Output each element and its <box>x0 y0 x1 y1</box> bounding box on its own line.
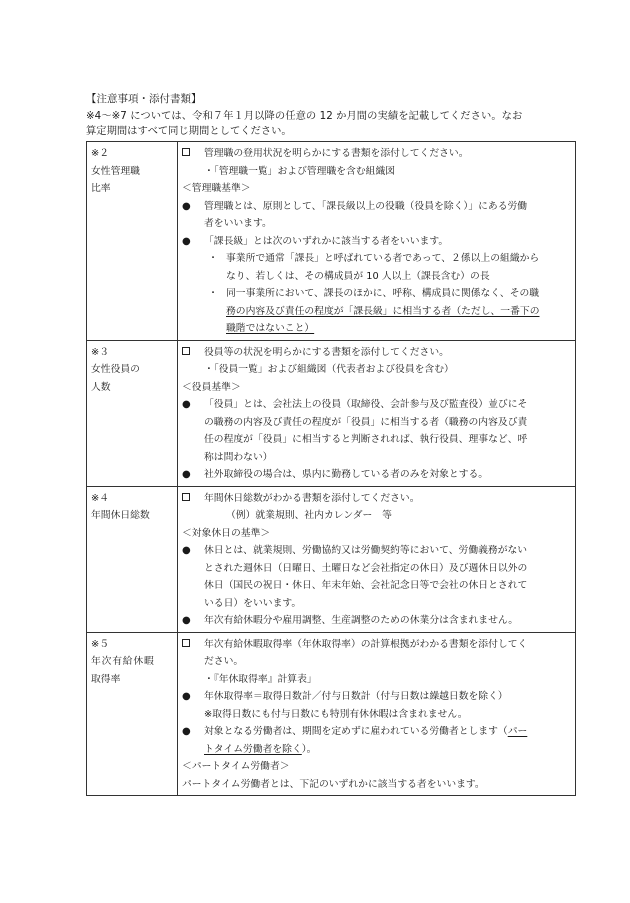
text-line: 任の程度が「役員」に相当すると判断されれば、執行役員、理事など、呼 <box>204 434 528 445</box>
bullet-item <box>182 688 571 723</box>
intro-line: 算定期間はすべて同じ期間としてください。 <box>86 125 292 137</box>
text-line: の職務の内容及び責任の程度が「役員」に相当する者（職務の内容及び責 <box>204 416 528 428</box>
text-line: 称は問わない） <box>204 451 273 463</box>
criteria-title: ＜パートタイム労働者＞ <box>182 761 290 772</box>
intro-paragraph <box>86 109 572 139</box>
notes-table <box>86 141 576 796</box>
table-row-paid-leave-rate <box>87 632 576 796</box>
row-label-number: ※４ <box>91 492 110 504</box>
bullet-item <box>182 198 571 233</box>
row-label-text: 取得率 <box>91 673 121 685</box>
text-fragment: 対象となる労働者は、期間を定めずに雇われている労働者とします（ <box>204 726 508 737</box>
criteria-title: ＜管理職基準＞ <box>182 183 251 194</box>
bullet-text <box>204 688 571 723</box>
note-text: ※取得日数にも付与日数にも特別有休休暇は含まれません。 <box>204 708 468 720</box>
bullet-text <box>204 198 571 233</box>
row-label-number: ※３ <box>91 346 110 358</box>
part-time-description: パートタイム労働者とは、下記のいずれかに該当する者をいいます。 <box>182 778 485 790</box>
row-label-text: 年次有給休暇 <box>91 656 155 667</box>
bullet-icon: ● <box>182 469 191 480</box>
row-label <box>87 142 178 341</box>
checkbox-square-icon <box>182 148 190 156</box>
table-row-women-managers <box>87 142 576 341</box>
bullet-icon: ● <box>182 726 191 737</box>
text-line: 年次有給休暇取得率（年休取得率）の計算根拠がわかる書類を添付してく <box>204 638 528 650</box>
row-content <box>178 340 576 486</box>
bullet-text <box>204 396 571 466</box>
bullet-item <box>182 233 571 251</box>
text-line: 「役員」とは、会社法上の役員（取締役、会計参与及び監査役）並びにそ <box>204 399 528 410</box>
text-line: 事業所で通常「課長」と呼ばれている者であって、２係以上の組織から <box>226 253 540 264</box>
text-line: 者をいいます。 <box>204 218 272 229</box>
section-heading: 【注意事項・添付書類】 <box>86 93 202 105</box>
bullet-icon: ● <box>182 399 191 410</box>
row-label-number: ※５ <box>91 638 110 650</box>
row-label-text: 年間休日総数 <box>91 510 150 521</box>
underlined-fragment: トタイム労働者を除く <box>204 743 302 755</box>
criteria-title: ＜対象休日の基準＞ <box>182 527 271 539</box>
document-item: （例）就業規則、社内カレンダー 等 <box>226 510 392 521</box>
document-item: ・「管理職一覧」および管理職を含む組織図 <box>204 165 396 177</box>
text-line-underlined: 務の内容及び責任の程度が「課長級」に相当する者（ただし、一番下の <box>226 305 540 317</box>
bullet-text: 年次有給休暇分や雇用調整、生産調整のための休業分は含まれません。 <box>204 615 519 626</box>
document-item: ・『年休取得率』計算表」 <box>204 673 317 685</box>
row-label <box>87 632 178 796</box>
sub-bullet-icon: ・ <box>208 288 218 299</box>
row-content <box>178 486 576 632</box>
text-fragment: ）。 <box>301 743 317 755</box>
bullet-icon: ● <box>182 545 191 556</box>
document-requirement <box>182 636 571 671</box>
sub-item <box>182 250 571 285</box>
row-label <box>87 486 178 632</box>
document-page <box>86 92 572 796</box>
criteria-title: ＜役員基準＞ <box>182 381 241 393</box>
row-label-text: 女性管理職 <box>91 165 140 177</box>
checkbox-square-icon <box>182 639 190 647</box>
row-label-number: ※２ <box>91 148 110 159</box>
bullet-icon: ● <box>182 615 191 626</box>
document-requirement <box>182 145 571 163</box>
text-line-underlined: 職階ではないこと） <box>226 323 315 334</box>
checkbox-square-icon <box>182 347 190 355</box>
row-content <box>178 142 576 341</box>
formula-text: 年休取得率＝取得日数計／付与日数計（付与日数は繰越日数を除く） <box>204 691 508 702</box>
text-line: 休日（国民の祝日・休日、年末年始、会社記念日等で会社の休日とされて <box>204 580 528 591</box>
checkbox-square-icon <box>182 493 190 501</box>
sub-item <box>182 285 571 338</box>
row-label <box>87 340 178 486</box>
requirement-text: 年間休日総数がわかる書類を添付してください。 <box>204 492 420 504</box>
bullet-item <box>182 542 571 612</box>
row-label-text: 比率 <box>91 183 111 194</box>
row-content <box>178 632 576 796</box>
document-requirement <box>182 344 571 362</box>
table-row-women-officers <box>87 340 576 486</box>
bullet-icon: ● <box>182 691 191 702</box>
row-label-text: 人数 <box>91 381 111 393</box>
text-line: いる日）をいいます。 <box>204 597 302 609</box>
row-label-text: 女性役員の <box>91 364 140 375</box>
text-line: とされた週休日（日曜日、土曜日など会社指定の休日）及び週休日以外の <box>204 562 528 574</box>
sub-item-text <box>226 285 571 338</box>
text-line: 同一事業所において、課長のほかに、呼称、構成員に関係なく、その職 <box>226 288 540 299</box>
bullet-icon: ● <box>182 235 191 247</box>
bullet-text <box>204 542 571 612</box>
bullet-icon: ● <box>182 200 191 212</box>
bullet-text <box>204 723 571 758</box>
text-line: なり、若しくは、その構成員が 10 人以上（課長含む）の長 <box>226 270 490 282</box>
bullet-item <box>182 723 571 758</box>
text-line: 管理職とは、原則として、「課長級以上の役職（役員を除く）」にある労働 <box>204 200 528 212</box>
sub-bullet-icon: ・ <box>208 253 218 264</box>
document-item: ・「役員一覧」および組織図（代表者および役員を含む） <box>204 364 454 375</box>
sub-item-text <box>226 250 571 285</box>
requirement-text <box>204 636 571 671</box>
bullet-item <box>182 466 571 484</box>
text-line: 休日とは、就業規則、労働協約又は労働契約等において、労働義務がない <box>204 545 528 556</box>
document-requirement <box>182 490 571 508</box>
table-row-annual-holidays <box>87 486 576 632</box>
bullet-item <box>182 612 571 630</box>
requirement-text: 役員等の状況を明らかにする書類を添付してください。 <box>204 346 449 358</box>
underlined-fragment: パー <box>507 726 528 737</box>
bullet-text: 社外取締役の場合は、県内に勤務している者のみを対象とする。 <box>204 469 489 480</box>
bullet-text: 「課長級」とは次のいずれかに該当する者をいいます。 <box>204 235 449 247</box>
bullet-item <box>182 396 571 466</box>
text-line: ださい。 <box>204 656 244 667</box>
intro-line: ※4～※7 については、令和７年１月以降の任意の 12 か月間の実績を記載してください。なお <box>86 110 523 122</box>
requirement-text: 管理職の登用状況を明らかにする書類を添付してください。 <box>204 148 469 159</box>
